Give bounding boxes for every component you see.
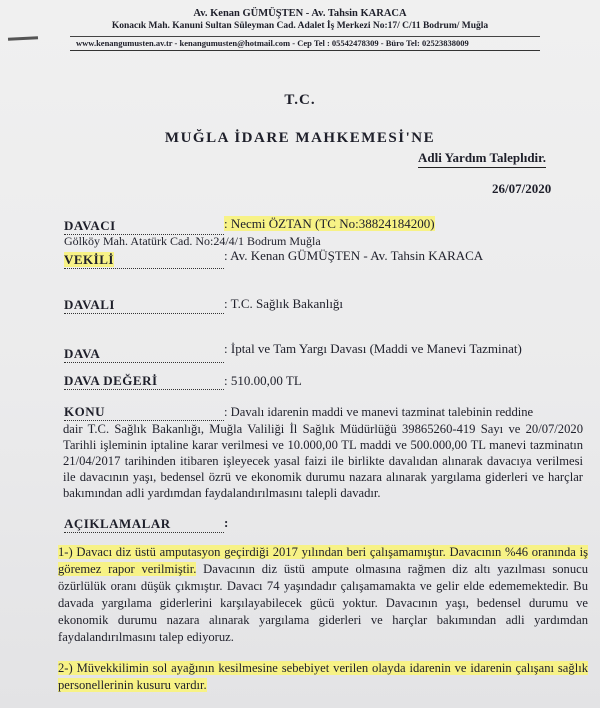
paragraph-2-highlight: 2-) Müvekkilimin sol ayağının kesilmesine sebebiyet verilen olayda idarenin ve idarenin çalışanı sağlık personellerinin kusuru vardır.: [58, 661, 588, 692]
davaci-value: : Necmi ÖZTAN (TC No:38824184200): [224, 216, 435, 231]
davali-value: : T.C. Sağlık Bakanlığı: [224, 296, 344, 311]
vekili-value: : Av. Kenan GÜMÜŞTEN - Av. Tahsin KARACA: [224, 248, 484, 263]
dava-degeri-label: DAVA DEĞERİ: [64, 373, 224, 390]
paragraph-1-text: Davacının diz üstü ampute olmasına rağmen diz altı yazılması sonucu özürlülük oranı düşük çıkmıştır. Davacı 74 yaşındadır çalışamamakta ve gelir elde edememektedir. Bu davada yargılama giderlerini karşılayabilecek gücü yoktur. Davacının yaşı, bedensel durumu ve ekonomik durumu nazara alınarak yargılama giderleri ve harçlar bakımından adli yardımdan faydalandırılmasını talep ediyoruz.: [58, 562, 589, 644]
paragraph-2: [58, 660, 588, 694]
vekili-label: VEKİLİ: [64, 252, 224, 269]
letterhead-rule-top: [70, 36, 540, 37]
letterhead-contact: www.kenangumusten.av.tr - kenangumusten@hotmail.com - Cep Tel : 05542478309 - Büro Tel: 02523838009: [76, 38, 469, 48]
legal-aid-note: Adli Yardım Taleplıdir.: [418, 150, 546, 168]
dava-label: DAVA: [64, 346, 224, 363]
letterhead-names: Av. Kenan GÜMÜŞTEN - Av. Tahsin KARACA: [193, 8, 407, 19]
paragraph-1-highlight: 1-) Davacı diz üstü amputasyon geçirdiği 2017 yılından beri çalışamamıştır. Davacının %46 oranında iş göremez rapor verilmiştir.: [58, 545, 588, 576]
aciklamalar-label: AÇIKLAMALAR: [64, 516, 224, 533]
aciklamalar-colon: :: [224, 515, 229, 530]
letterhead-address: Konacık Mah. Kanuni Sultan Süleyman Cad. Adalet İş Merkezi No:17/ C/11 Bodrum/ Muğla: [111, 21, 489, 31]
letterhead-rule-bottom: [70, 50, 540, 51]
davaci-label: DAVACI: [64, 218, 224, 235]
konu-label: KONU: [64, 404, 224, 421]
paragraph-1: [58, 544, 588, 646]
header-tc: T.C.: [284, 92, 316, 108]
konu-first-line: : Davalı idarenin maddi ve manevi tazminat talebinin reddine: [224, 405, 534, 419]
dava-degeri-value: : 510.00,00 TL: [224, 373, 302, 388]
petition-date: 26/07/2020: [492, 181, 552, 196]
dava-value: : İptal ve Tam Yargı Davası (Maddi ve Manevi Tazminat): [224, 341, 522, 356]
davali-label: DAVALI: [64, 297, 224, 314]
davaci-address: Gölköy Mah. Atatürk Cad. No:24/4/1 Bodrum Muğla: [64, 234, 321, 248]
konu-text: dair T.C. Sağlık Bakanlığı, Muğla Valiliği İl Sağlık Müdürlüğü 39865260-419 Sayı ve 20/07/2020 Tarihli işleminin iptaline karar verilmesi ve 10.000,00 TL maddi ve 500.000,00 TL manevi tazminatın 21/04/2017 tarihinden itibaren işleyecek yasal faizi ile birlikte davalıdan alınarak davacıya verilmesi ile davacının yaşı, bedensel özrü ve ekonomik durumu nazara alınarak yargılama giderleri ve harçlar bakımından adli yardımdan faydalandırılmasını talepli davadır.: [63, 422, 583, 500]
court-title: MUĞLA İDARE MAHKEMESİ'NE: [164, 130, 436, 146]
pen-mark: [8, 36, 38, 41]
